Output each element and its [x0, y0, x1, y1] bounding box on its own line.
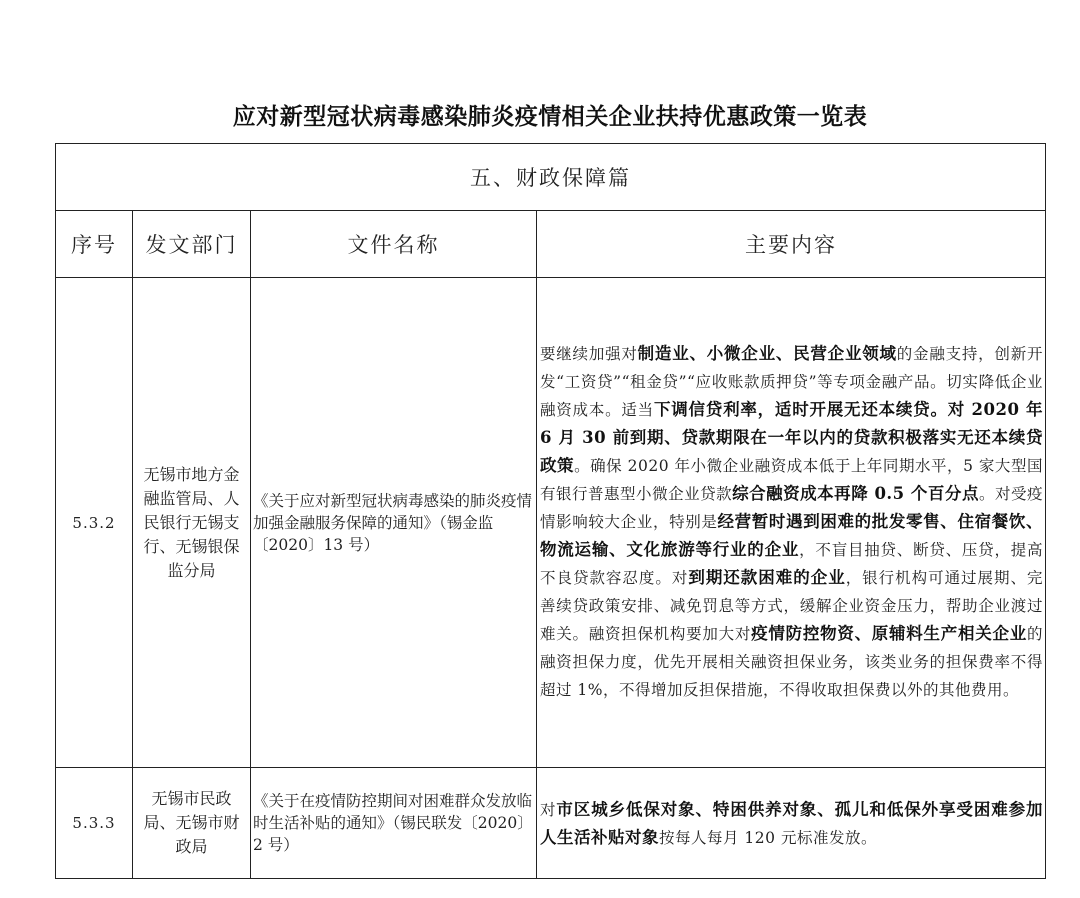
row-content [537, 278, 1046, 768]
header-department: 发文部门 [133, 211, 251, 278]
page-title: 应对新型冠状病毒感染肺炎疫情相关企业扶持优惠政策一览表 [232, 104, 868, 130]
row-department: 无锡市地方金融监管局、人民银行无锡支行、无锡银保监分局 [133, 278, 251, 768]
content-emphasis: 下调信贷利率，适时开展无还本续贷。对 2020 年 6 月 30 前到期、贷款期限在一年以内的贷款积极落实无还本续贷政策 [540, 399, 1043, 475]
content-emphasis: 疫情防控物资、原辅料生产相关企业 [751, 623, 1027, 643]
content-emphasis: 综合融资成本再降 0.5 个百分点 [732, 483, 979, 503]
content-text: 。对受疫情影响较大企业，特别是 [540, 484, 1043, 531]
content-text: 的金融支持，创新开发“工资贷”“租金贷”“应收账款质押贷”等专项金融产品。切实降低企业融资成本。适当 [540, 344, 1043, 419]
content-text: 的融资担保力度，优先开展相关融资担保业务，该类业务的担保费率不得超过 1%，不得增加反担保措施，不得收取担保费以外的其他费用。 [540, 624, 1043, 699]
section-heading: 五、财政保障篇 [56, 144, 1046, 211]
header-number: 序号 [56, 211, 133, 278]
table-row [56, 768, 1046, 879]
table-row [56, 278, 1046, 768]
content-text: 。确保 2020 年小微企业融资成本低于上年同期水平，5 家大型国有银行普惠型小微企业贷款 [540, 456, 1043, 503]
row-content [537, 768, 1046, 879]
content-emphasis: 经营暂时遇到困难的批发零售、住宿餐饮、物流运输、文化旅游等行业的企业 [540, 511, 1043, 559]
content-emphasis: 市区城乡低保对象、特困供养对象、孤儿和低保外享受困难参加人生活补贴对象 [540, 800, 1043, 847]
table-header-row [56, 211, 1046, 278]
header-main-content: 主要内容 [537, 211, 1046, 278]
row-department: 无锡市民政局、无锡市财政局 [133, 768, 251, 879]
content-text: 对 [540, 801, 557, 819]
policy-table [55, 143, 1046, 879]
content-text: ，不盲目抽贷、断贷、压贷，提高不良贷款容忍度。对 [540, 540, 1043, 587]
row-number: 5.3.2 [56, 278, 133, 768]
row-number: 5.3.3 [56, 768, 133, 879]
content-emphasis: 到期还款困难的企业 [688, 567, 846, 587]
header-file-name: 文件名称 [251, 211, 537, 278]
row-file-name: 《关于应对新型冠状病毒感染的肺炎疫情加强金融服务保障的通知》（锡金监〔2020〕13 号） [251, 278, 537, 768]
content-text: 要继续加强对 [540, 344, 638, 363]
content-emphasis: 制造业、小微企业、民营企业领域 [637, 343, 897, 363]
content-text: 按每人每月 120 元标准发放。 [659, 829, 877, 847]
content-text: ，银行机构可通过展期、完善续贷政策安排、减免罚息等方式，缓解企业资金压力，帮助企业渡过难关。融资担保机构要加大对 [540, 568, 1043, 643]
row-file-name: 《关于在疫情防控期间对困难群众发放临时生活补贴的通知》（锡民联发〔2020〕2 号） [251, 768, 537, 879]
